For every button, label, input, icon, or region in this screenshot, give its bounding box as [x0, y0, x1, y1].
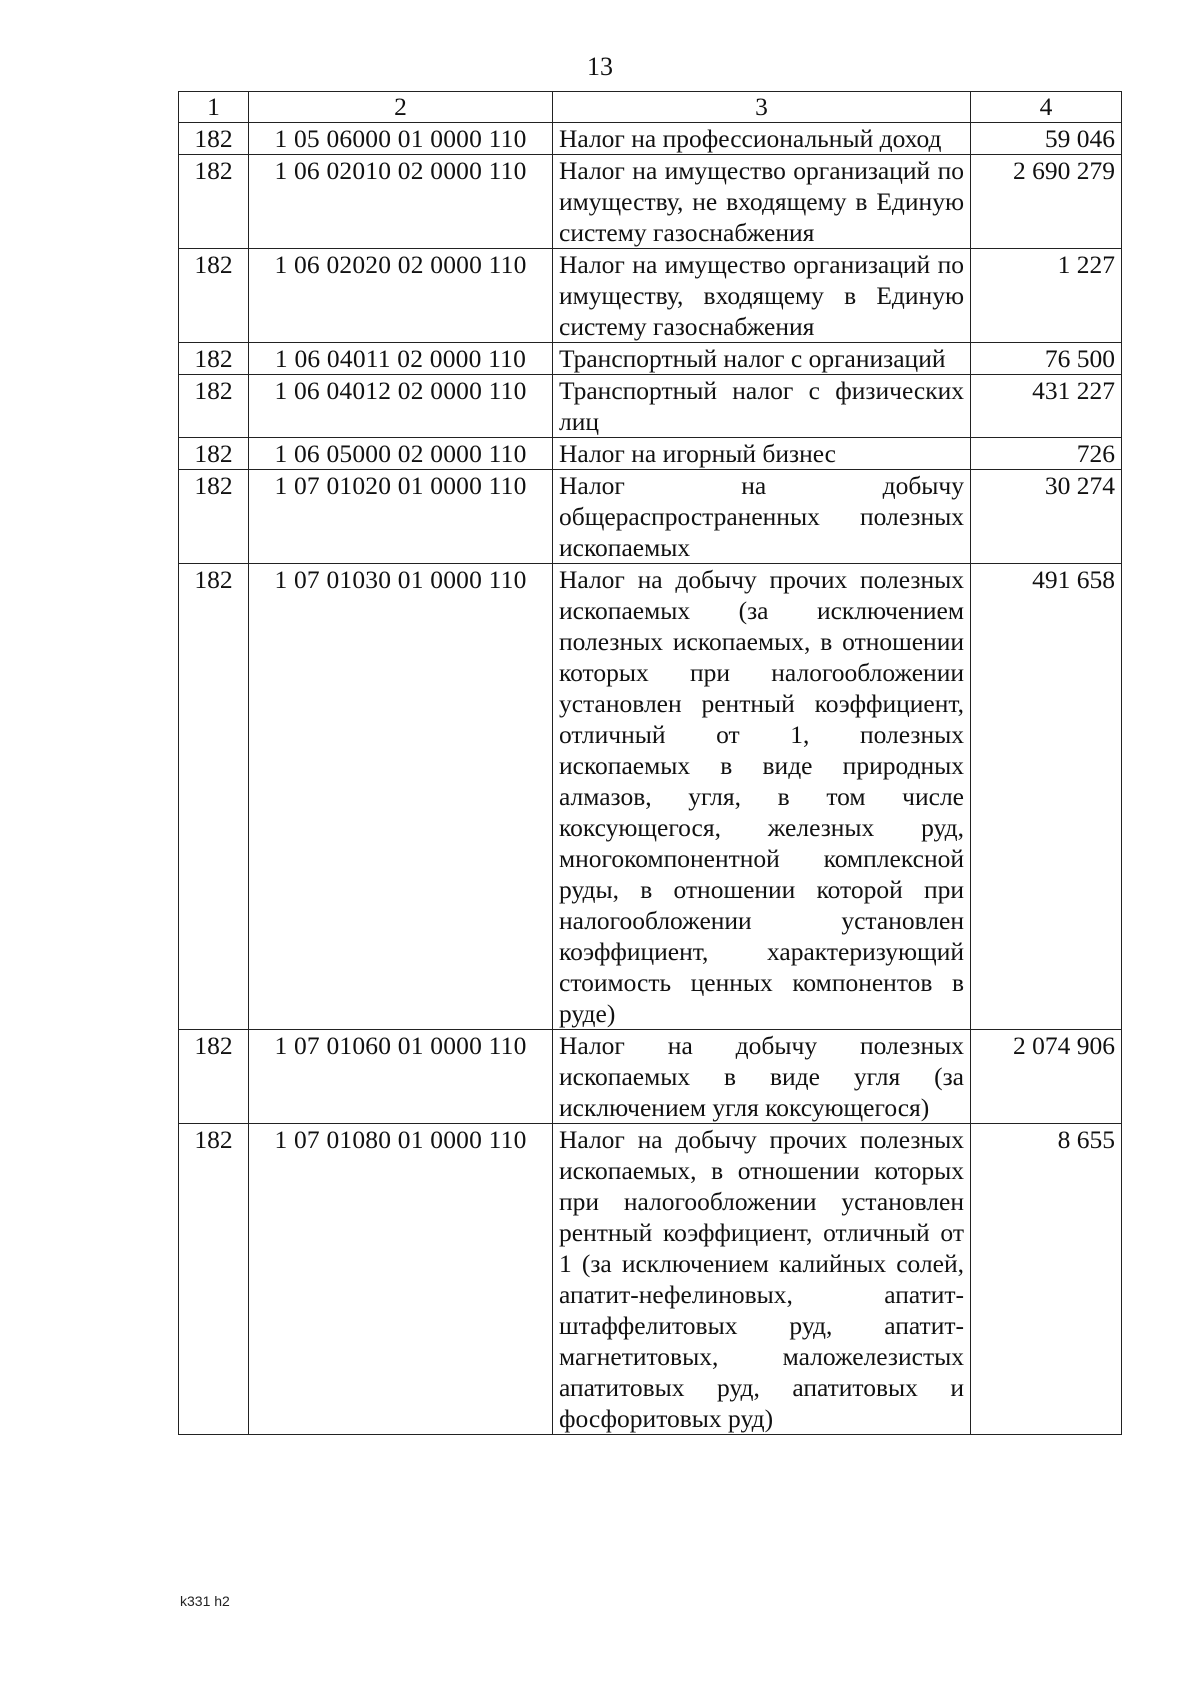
table-header-row: [179, 92, 1122, 123]
table-row: [179, 343, 1122, 375]
description-cell: Транспортный налог с организаций: [553, 343, 971, 375]
description-cell: Налог на добычу полезных ископаемых в виде угля (за исключением угля коксующегося): [553, 1030, 971, 1124]
table-row: [179, 249, 1122, 343]
table-row: [179, 438, 1122, 470]
kbk-code-cell: 1 06 04011 02 0000 110: [249, 343, 553, 375]
kbk-code-cell: 1 06 04012 02 0000 110: [249, 375, 553, 438]
amount-cell: 726: [971, 438, 1122, 470]
kbk-code-cell: 1 06 05000 02 0000 110: [249, 438, 553, 470]
admin-code-cell: 182: [179, 470, 249, 564]
description-cell: Налог на игорный бизнес: [553, 438, 971, 470]
admin-code-cell: 182: [179, 1030, 249, 1124]
kbk-code-cell: 1 06 02010 02 0000 110: [249, 155, 553, 249]
table-row: [179, 123, 1122, 155]
description-cell: Налог на добычу общераспространенных полезных ископаемых: [553, 470, 971, 564]
description-cell: Транспортный налог с физических лиц: [553, 375, 971, 438]
column-header-2: 2: [249, 92, 553, 123]
page-number: 13: [587, 52, 613, 81]
admin-code-cell: 182: [179, 1124, 249, 1435]
description-cell: Налог на добычу прочих полезных ископаемых, в отношении которых при налогообложении установлен рентный коэффициент, отличный от 1 (за исключением калийных солей, апатит-нефелиновых, апатит-штаффелитовых руд, апатит-магнетитовых, маложелезистых апатитовых руд, апатитовых и фосфоритовых руд): [553, 1124, 971, 1435]
admin-code-cell: 182: [179, 155, 249, 249]
amount-cell: 2 074 906: [971, 1030, 1122, 1124]
table-row: [179, 155, 1122, 249]
description-cell: Налог на имущество организаций по имуществу, не входящему в Единую систему газоснабжения: [553, 155, 971, 249]
table-row: [179, 564, 1122, 1030]
column-header-1: 1: [179, 92, 249, 123]
amount-cell: 2 690 279: [971, 155, 1122, 249]
kbk-code-cell: 1 05 06000 01 0000 110: [249, 123, 553, 155]
admin-code-cell: 182: [179, 343, 249, 375]
description-cell: Налог на профессиональный доход: [553, 123, 971, 155]
kbk-code-cell: 1 06 02020 02 0000 110: [249, 249, 553, 343]
amount-cell: 431 227: [971, 375, 1122, 438]
kbk-code-cell: 1 07 01080 01 0000 110: [249, 1124, 553, 1435]
amount-cell: 76 500: [971, 343, 1122, 375]
amount-cell: 8 655: [971, 1124, 1122, 1435]
admin-code-cell: 182: [179, 438, 249, 470]
description-cell: Налог на добычу прочих полезных ископаемых (за исключением полезных ископаемых, в отношении которых при налогообложении установлен рентный коэффициент, отличный от 1, полезных ископаемых в виде природных алмазов, угля, в том числе коксующегося, железных руд, многокомпонентной комплексной руды, в отношении которой при налогообложении установлен коэффициент, характеризующий стоимость ценных компонентов в руде): [553, 564, 971, 1030]
kbk-code-cell: 1 07 01060 01 0000 110: [249, 1030, 553, 1124]
table-row: [179, 1030, 1122, 1124]
amount-cell: 59 046: [971, 123, 1122, 155]
admin-code-cell: 182: [179, 249, 249, 343]
amount-cell: 30 274: [971, 470, 1122, 564]
document-footer-code: k331 h2: [180, 1593, 230, 1609]
kbk-code-cell: 1 07 01030 01 0000 110: [249, 564, 553, 1030]
admin-code-cell: 182: [179, 375, 249, 438]
amount-cell: 491 658: [971, 564, 1122, 1030]
amount-cell: 1 227: [971, 249, 1122, 343]
table-row: [179, 470, 1122, 564]
description-cell: Налог на имущество организаций по имуществу, входящему в Единую систему газоснабжения: [553, 249, 971, 343]
column-header-3: 3: [553, 92, 971, 123]
table-row: [179, 1124, 1122, 1435]
kbk-code-cell: 1 07 01020 01 0000 110: [249, 470, 553, 564]
table-row: [179, 375, 1122, 438]
admin-code-cell: 182: [179, 564, 249, 1030]
column-header-4: 4: [971, 92, 1122, 123]
budget-revenue-table: [178, 91, 1122, 1435]
admin-code-cell: 182: [179, 123, 249, 155]
